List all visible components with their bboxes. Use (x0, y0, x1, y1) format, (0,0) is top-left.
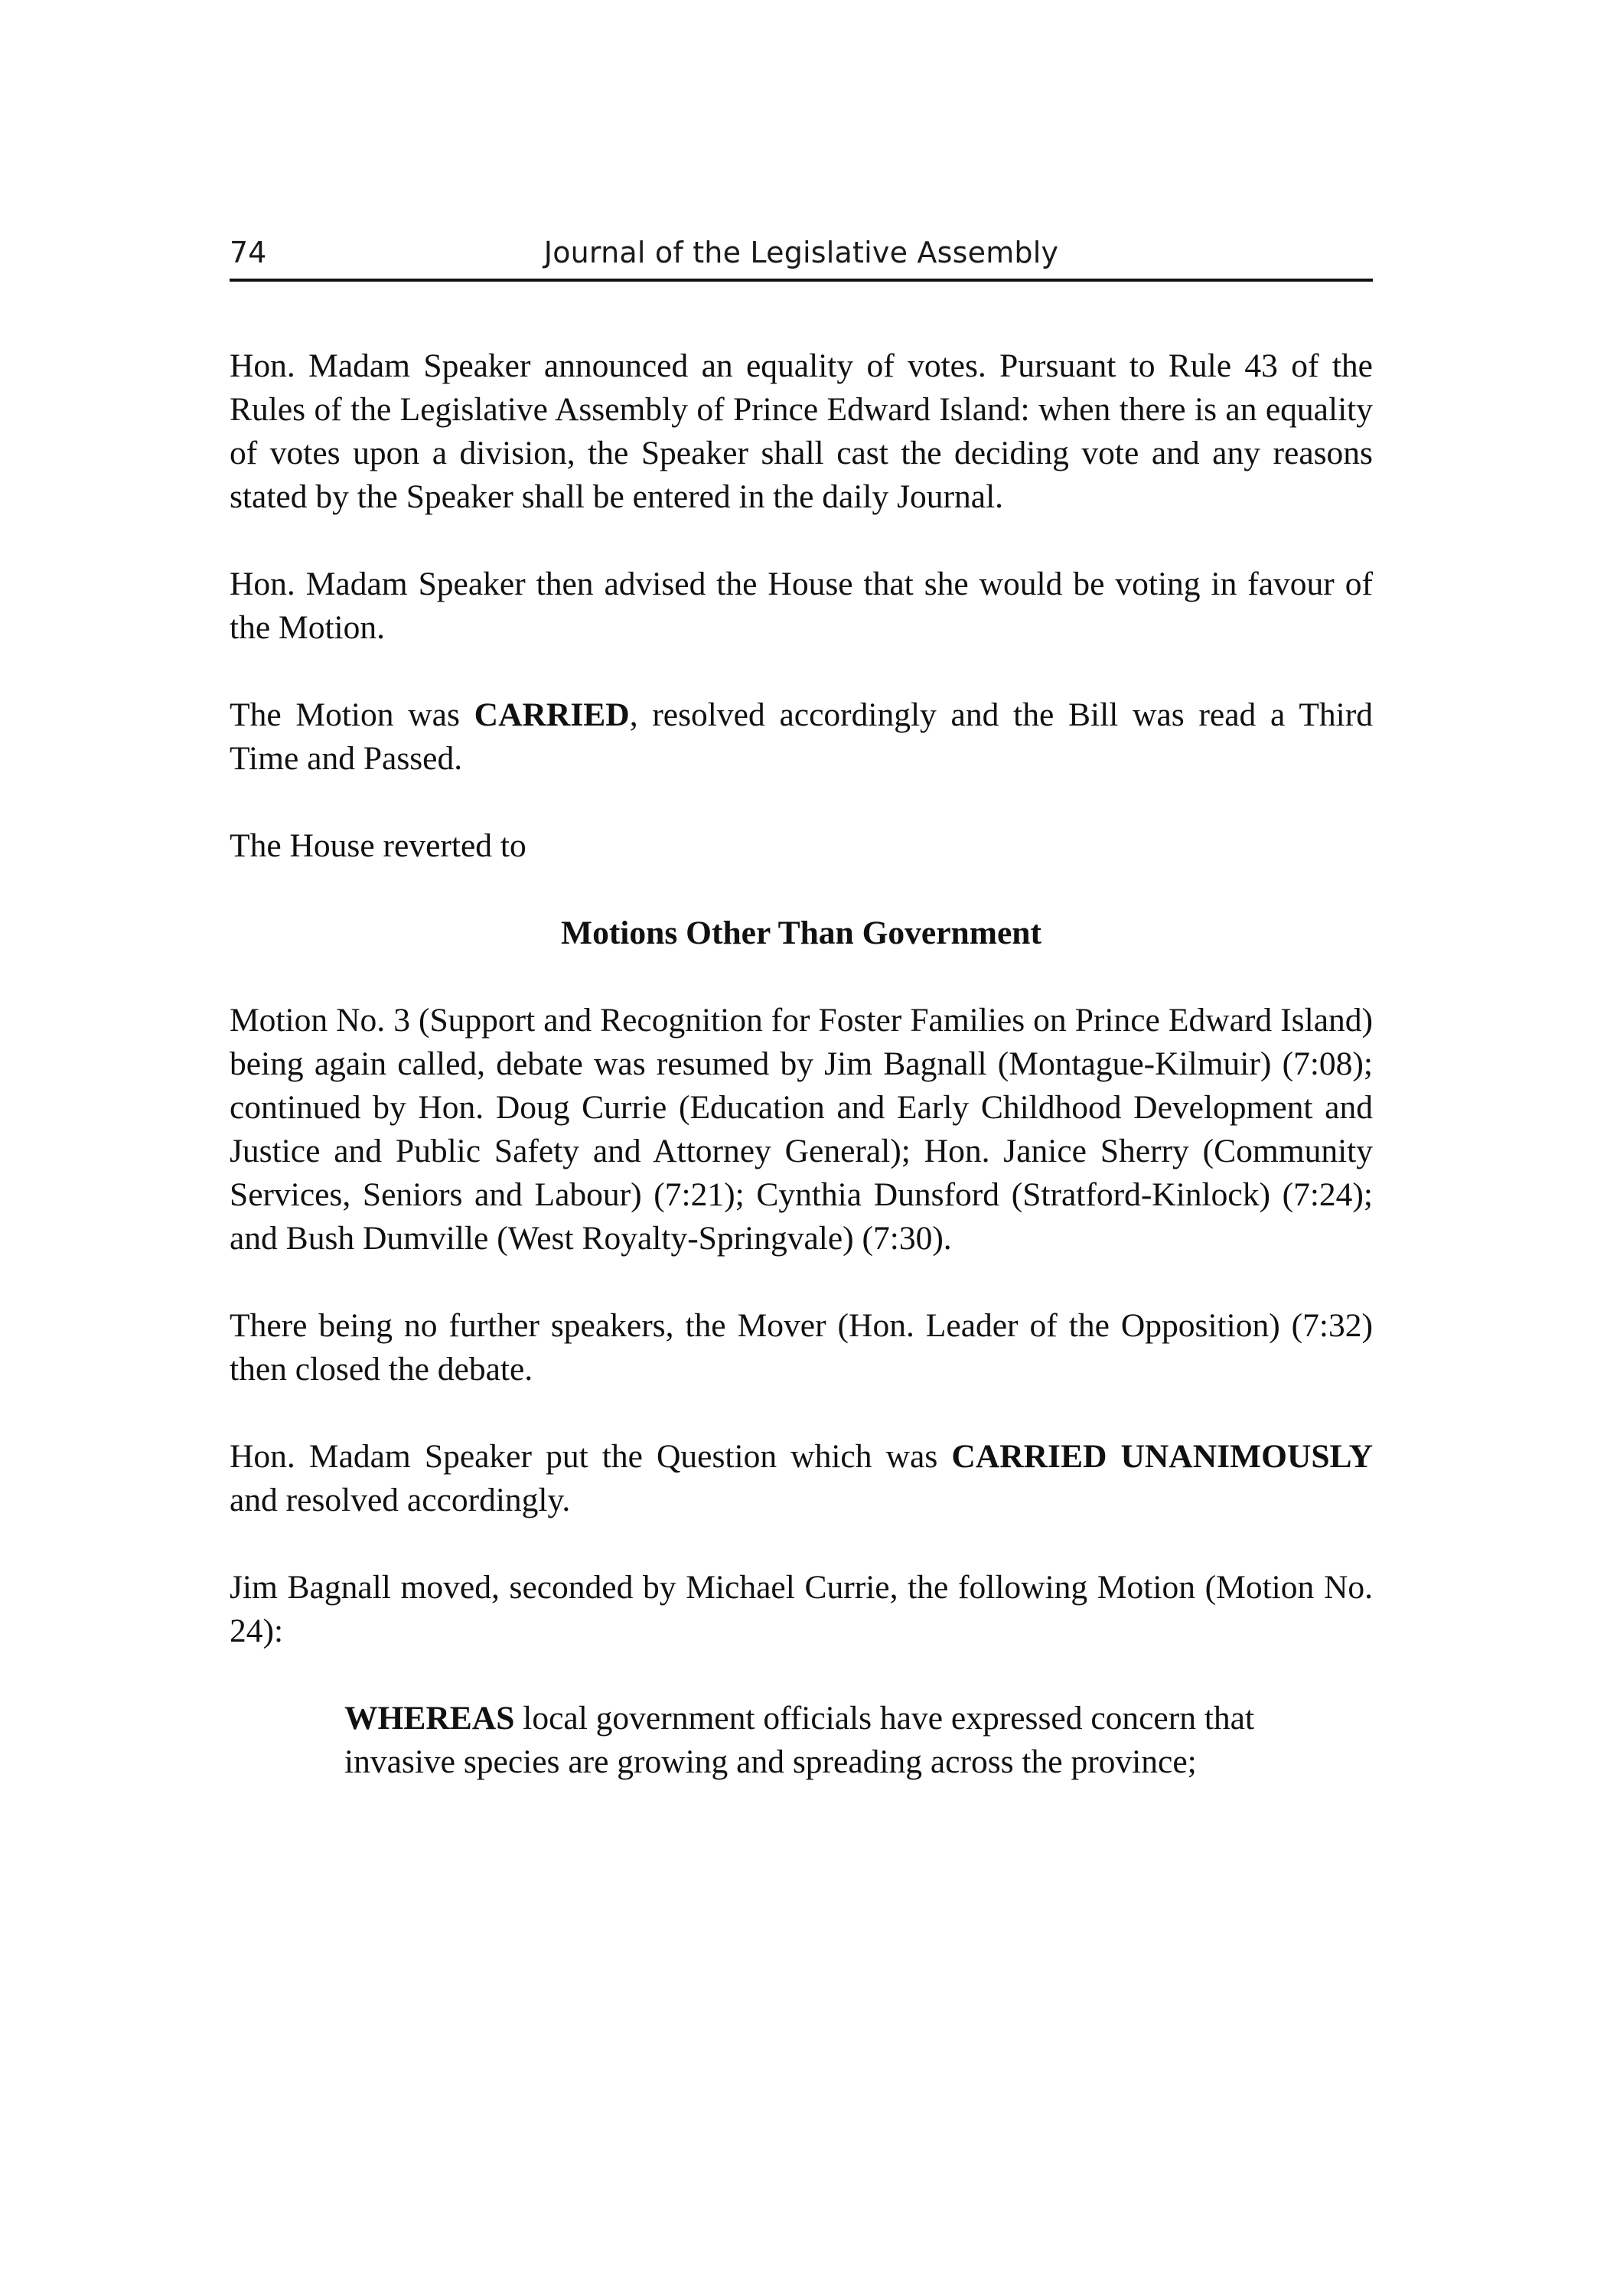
paragraph-motion-no-3: Motion No. 3 (Support and Recognition for Foster Families on Prince Edward Island) being again called, debate was resumed by Jim Bagnall (Montague-Kilmuir) (7:08); continued by Hon. Doug Currie (Education and Early Childhood Development and Justice and Public Safety and Attorney General); Hon. Janice Sherry (Community Services, Seniors and Labour) (7:21); Cynthia Dunsford (Stratford-Kinlock) (7:24); and Bush Dumville (West Royalty-Springvale) (7:30). (230, 1002, 1373, 1257)
running-header (230, 230, 1373, 276)
paragraph-motion-carried (230, 693, 1373, 781)
journal-page (230, 230, 1373, 1828)
question-text-end: and resolved accordingly. (230, 1482, 571, 1518)
paragraph-whereas (344, 1697, 1373, 1784)
header-rule (230, 279, 1373, 282)
page-number: 74 (230, 236, 267, 269)
carried-unanimously-label: CARRIED UNANIMOUSLY (951, 1438, 1373, 1475)
paragraph-question-carried (230, 1435, 1373, 1522)
carried-label: CARRIED (474, 696, 630, 733)
motion-carried-text-end: , resolved accordingly and the Bill was read a Third Time and Passed. (230, 696, 1373, 777)
paragraph-speaker-vote: Hon. Madam Speaker then advised the House that she would be voting in favour of the Motion. (230, 566, 1373, 646)
paragraph-house-reverted: The House reverted to (230, 827, 526, 864)
whereas-text: local government officials have expressed concern that invasive species are growing and spreading across the province; (344, 1700, 1255, 1780)
paragraph-equality-of-votes: Hon. Madam Speaker announced an equality of votes. Pursuant to Rule 43 of the Rules of the Legislative Assembly of Prince Edward Island: when there is an equality of votes upon a division, the Speaker shall cast the deciding vote and any reasons stated by the Speaker shall be entered in the daily Journal. (230, 347, 1373, 515)
paragraph-debate-closed: There being no further speakers, the Mover (Hon. Leader of the Opposition) (7:32) then closed the debate. (230, 1307, 1373, 1388)
question-text-start: Hon. Madam Speaker put the Question which was (230, 1438, 952, 1475)
journal-body (230, 344, 1373, 1784)
whereas-label: WHEREAS (344, 1700, 515, 1737)
journal-title: Journal of the Legislative Assembly (543, 236, 1059, 269)
paragraph-motion-24-moved: Jim Bagnall moved, seconded by Michael Currie, the following Motion (Motion No. 24): (230, 1569, 1373, 1649)
motion-carried-text-start: The Motion was (230, 696, 474, 733)
section-heading: Motions Other Than Government (561, 915, 1041, 951)
